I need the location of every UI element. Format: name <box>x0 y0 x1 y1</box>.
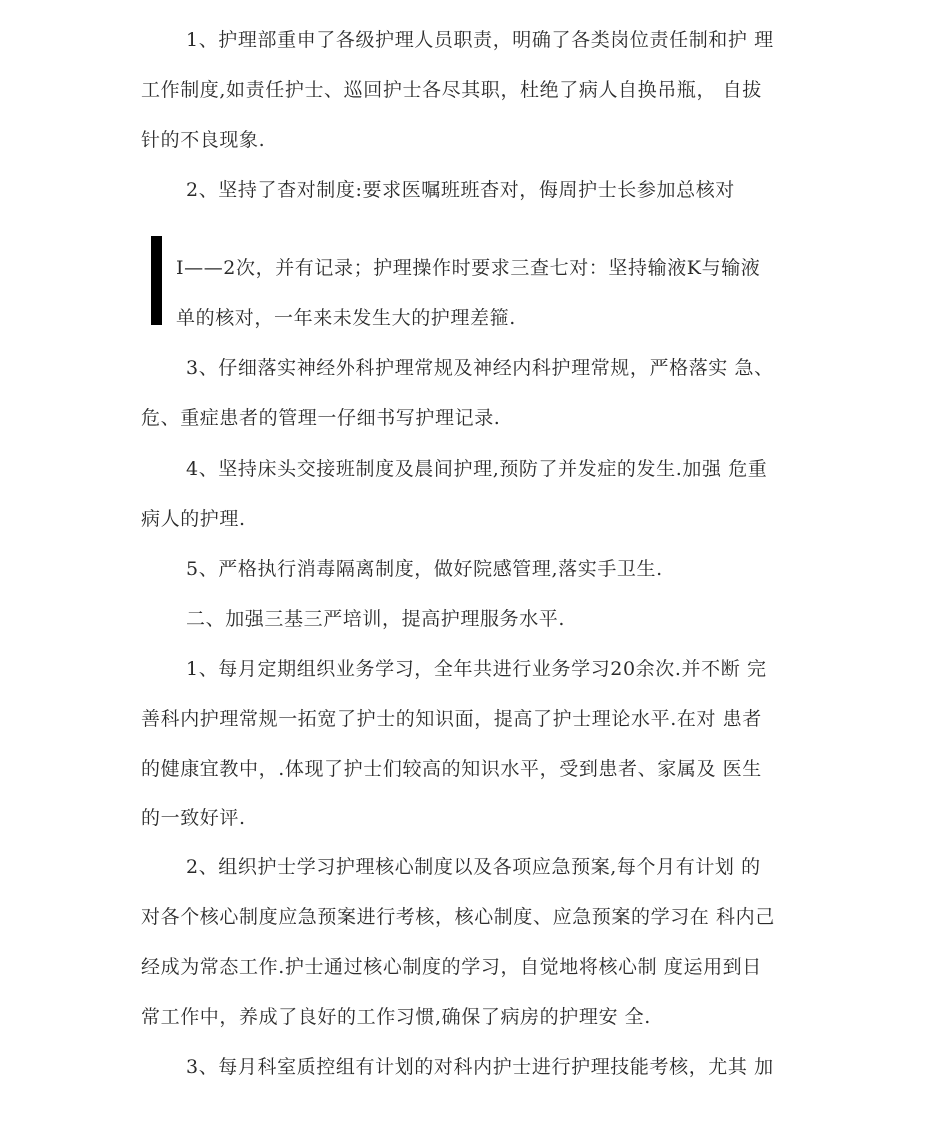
paragraph-line: 经成为常态工作.护士通过核心制度的学习，自觉地将核心制 度运用到日 <box>141 956 762 978</box>
paragraph-line: 病人的护理. <box>141 508 246 530</box>
margin-mark-bar <box>151 236 162 325</box>
paragraph-line: 3、仔细落实神经外科护理常规及神经内科护理常规，严格落实 急、 <box>186 357 774 379</box>
paragraph-line: 2、坚持了杳对制度:要求医嘱班班杳对，侮周护士长参加总核对 <box>186 179 735 201</box>
paragraph-line: 对各个核心制度应急预案进行考核，核心制度、应急预案的学习在 科内己 <box>141 906 775 928</box>
section-heading: 二、加强三基三严培训，提高护理服务水平. <box>186 608 566 630</box>
paragraph-line: 4、坚持床头交接班制度及晨间护理,预防了并发症的发生.加强 危重 <box>186 458 768 480</box>
paragraph-line: 3、每月科室质控组有计划的对科内护士进行护理技能考核，尤其 加 <box>186 1056 774 1078</box>
paragraph-line: 1、每月定期组织业务学习，全年共进行业务学习20余次.并不断 完 <box>186 658 767 680</box>
paragraph-line: 1、护理部重申了各级护理人员职责，明确了各类岗位责任制和护 理 <box>186 29 774 51</box>
paragraph-line: 的健康宜教中，.体现了护士们较高的知识水平，受到患者、家属及 医生 <box>141 758 762 780</box>
paragraph-line: 2、组织护士学习护理核心制度以及各项应急预案,每个月有计划 的 <box>186 856 761 878</box>
paragraph-line: 工作制度,如责任护士、巡回护士各尽其职，杜绝了病人自换吊瓶， 自拔 <box>141 79 762 101</box>
paragraph-line: 单的核对，一年来未发生大的护理差箍. <box>176 307 516 329</box>
paragraph-line: 5、严格执行消毒隔离制度，做好院感管理,落实手卫生. <box>186 558 663 580</box>
paragraph-line: 常工作中，养成了良好的工作习惯,确保了病房的护理安 全. <box>141 1006 651 1028</box>
paragraph-line: 善科内护理常规一拓宽了护士的知识面，提高了护士理论水平.在对 患者 <box>141 708 762 730</box>
paragraph-line: 危、重症患者的管理一仔细书写护理记录. <box>141 407 501 429</box>
paragraph-line: I——2次，并有记录；护理操作时要求三查七对：坚持输液K与输液 <box>176 257 761 279</box>
paragraph-line: 的一致好评. <box>141 807 246 829</box>
paragraph-line: 针的不良现象. <box>141 129 266 151</box>
